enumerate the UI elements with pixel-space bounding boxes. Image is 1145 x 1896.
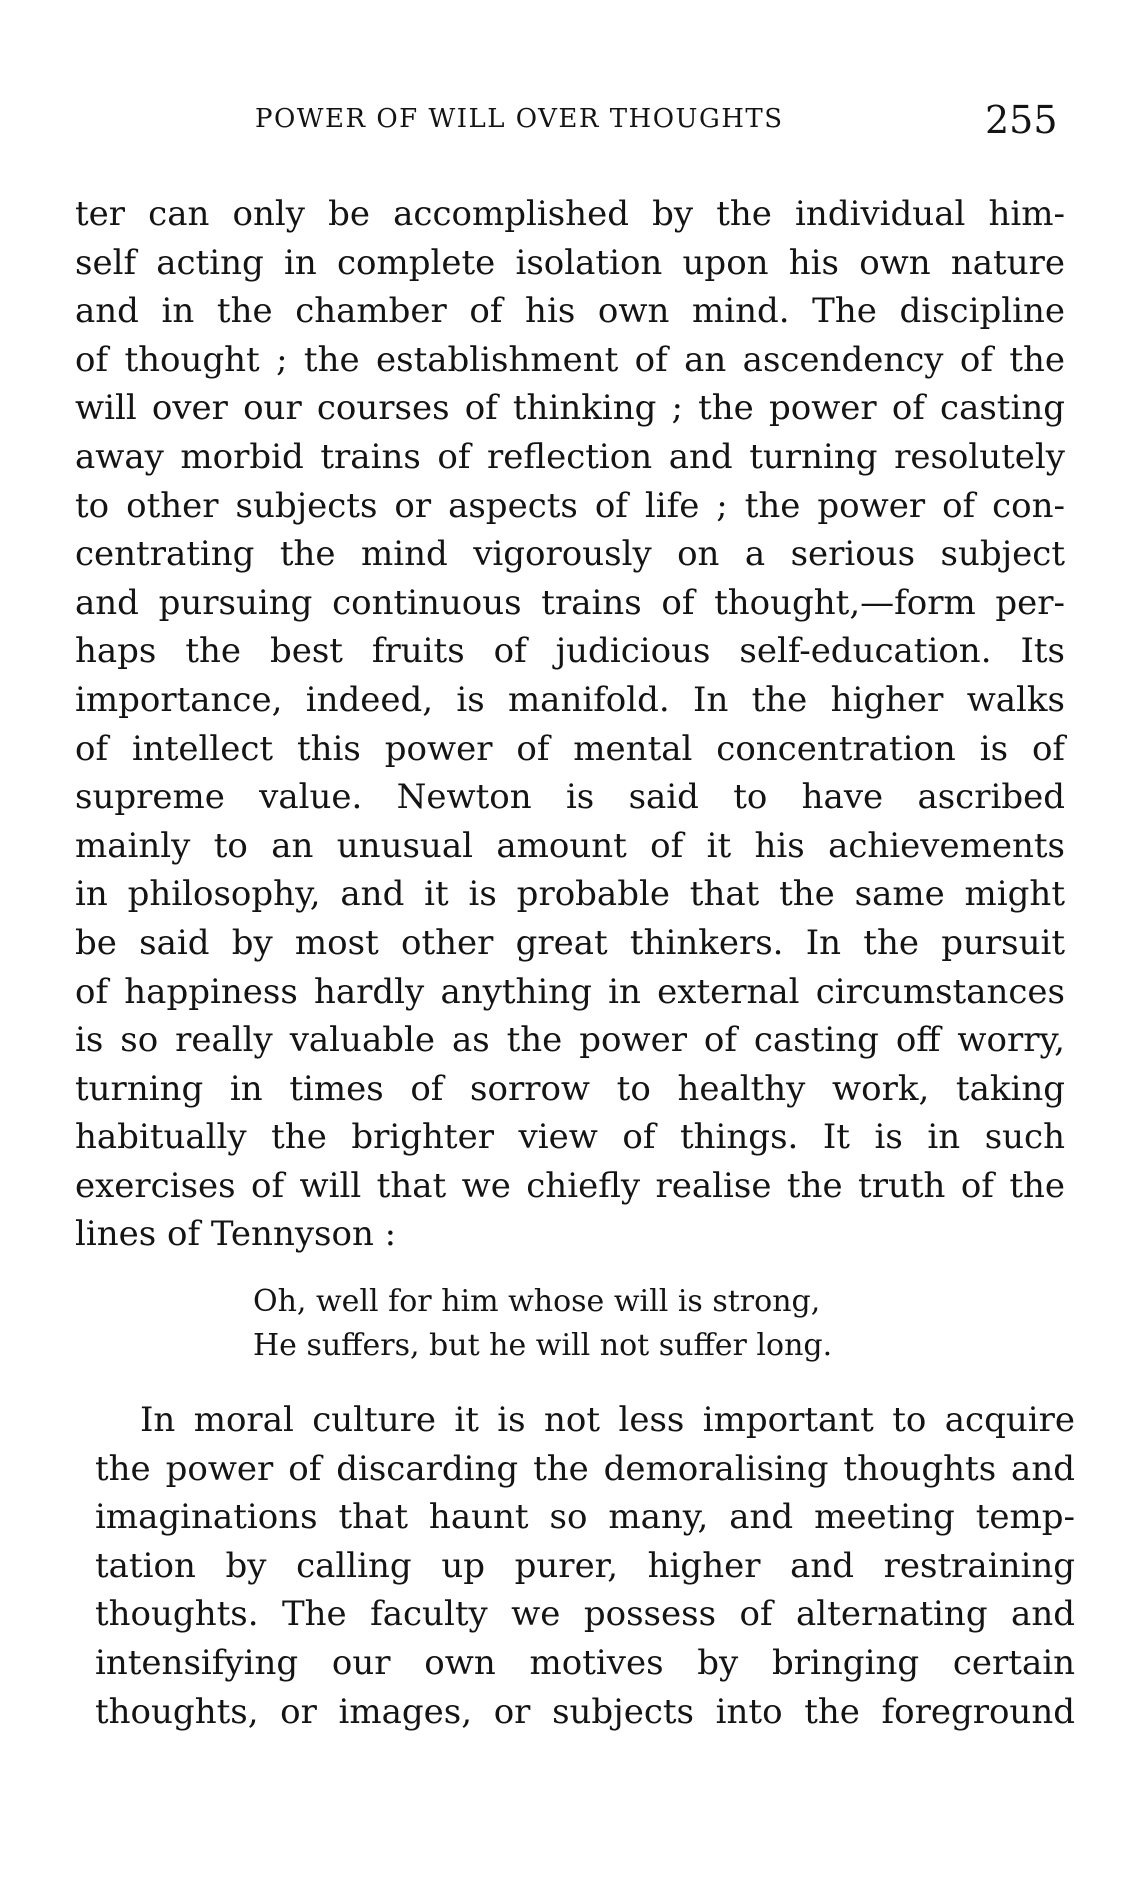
text-line: habitually the brighter view of things. It is in such [75,1117,1065,1158]
text-line: haps the best fruits of judicious self-education. Its [75,631,1065,672]
paragraph [95,1396,1075,1736]
text-line: thoughts, or images, or subjects into the foreground [95,1691,1075,1732]
running-title: POWER OF WILL OVER THOUGHTS [255,104,784,134]
page-number: 255 [985,98,1058,142]
text-line: and pursuing continuous trains of thought,—form per- [75,582,1065,623]
verse-quotation [253,1280,953,1368]
text-line: ter can only be accomplished by the individual him- [75,194,1065,234]
text-line: to other subjects or aspects of life ; the power of con- [75,485,1065,526]
text-line: be said by most other great thinkers. In the pursuit [75,922,1065,963]
running-head [0,98,1145,148]
text-line: tation by calling up purer, higher and restraining [95,1545,1075,1586]
text-line: centrating the mind vigorously on a serious subject [75,534,1065,575]
text-line: in philosophy, and it is probable that the same might [75,874,1065,915]
text-line: supreme value. Newton is said to have ascribed [75,777,1065,818]
text-line: and in the chamber of his own mind. The discipline [75,291,1065,332]
text-line: is so really valuable as the power of casting off worry, [75,1020,1065,1061]
text-line: will over our courses of thinking ; the power of casting [75,388,1065,429]
text-line: lines of Tennyson : [75,1214,397,1255]
text-line: imaginations that haunt so many, and meeting temp- [95,1497,1075,1538]
text-line: turning in times of sorrow to healthy work, taking [75,1068,1065,1109]
text-line: importance, indeed, is manifold. In the higher walks [75,679,1065,720]
text-line: of happiness hardly anything in external circumstances [75,971,1065,1012]
text-line: thoughts. The faculty we possess of alternating and [95,1594,1075,1635]
verse-line: Oh, well for him whose will is strong, [253,1284,821,1319]
text-line: the power of discarding the demoralising thoughts and [95,1448,1075,1489]
text-line: intensifying our own motives by bringing certain [95,1642,1075,1683]
text-line: In moral culture it is not less important to acquire [140,1400,1075,1440]
text-line: self acting in complete isolation upon his own nature [75,242,1065,283]
text-line: of intellect this power of mental concentration is of [75,728,1065,769]
text-line: mainly to an unusual amount of it his achievements [75,825,1065,866]
paragraph-continued [75,190,1065,1259]
verse-line: He suffers, but he will not suffer long. [253,1328,833,1363]
text-line: of thought ; the establishment of an ascendency of the [75,339,1065,380]
text-line: exercises of will that we chiefly realise the truth of the [75,1165,1065,1206]
text-line: away morbid trains of reflection and turning resolutely [75,436,1065,477]
